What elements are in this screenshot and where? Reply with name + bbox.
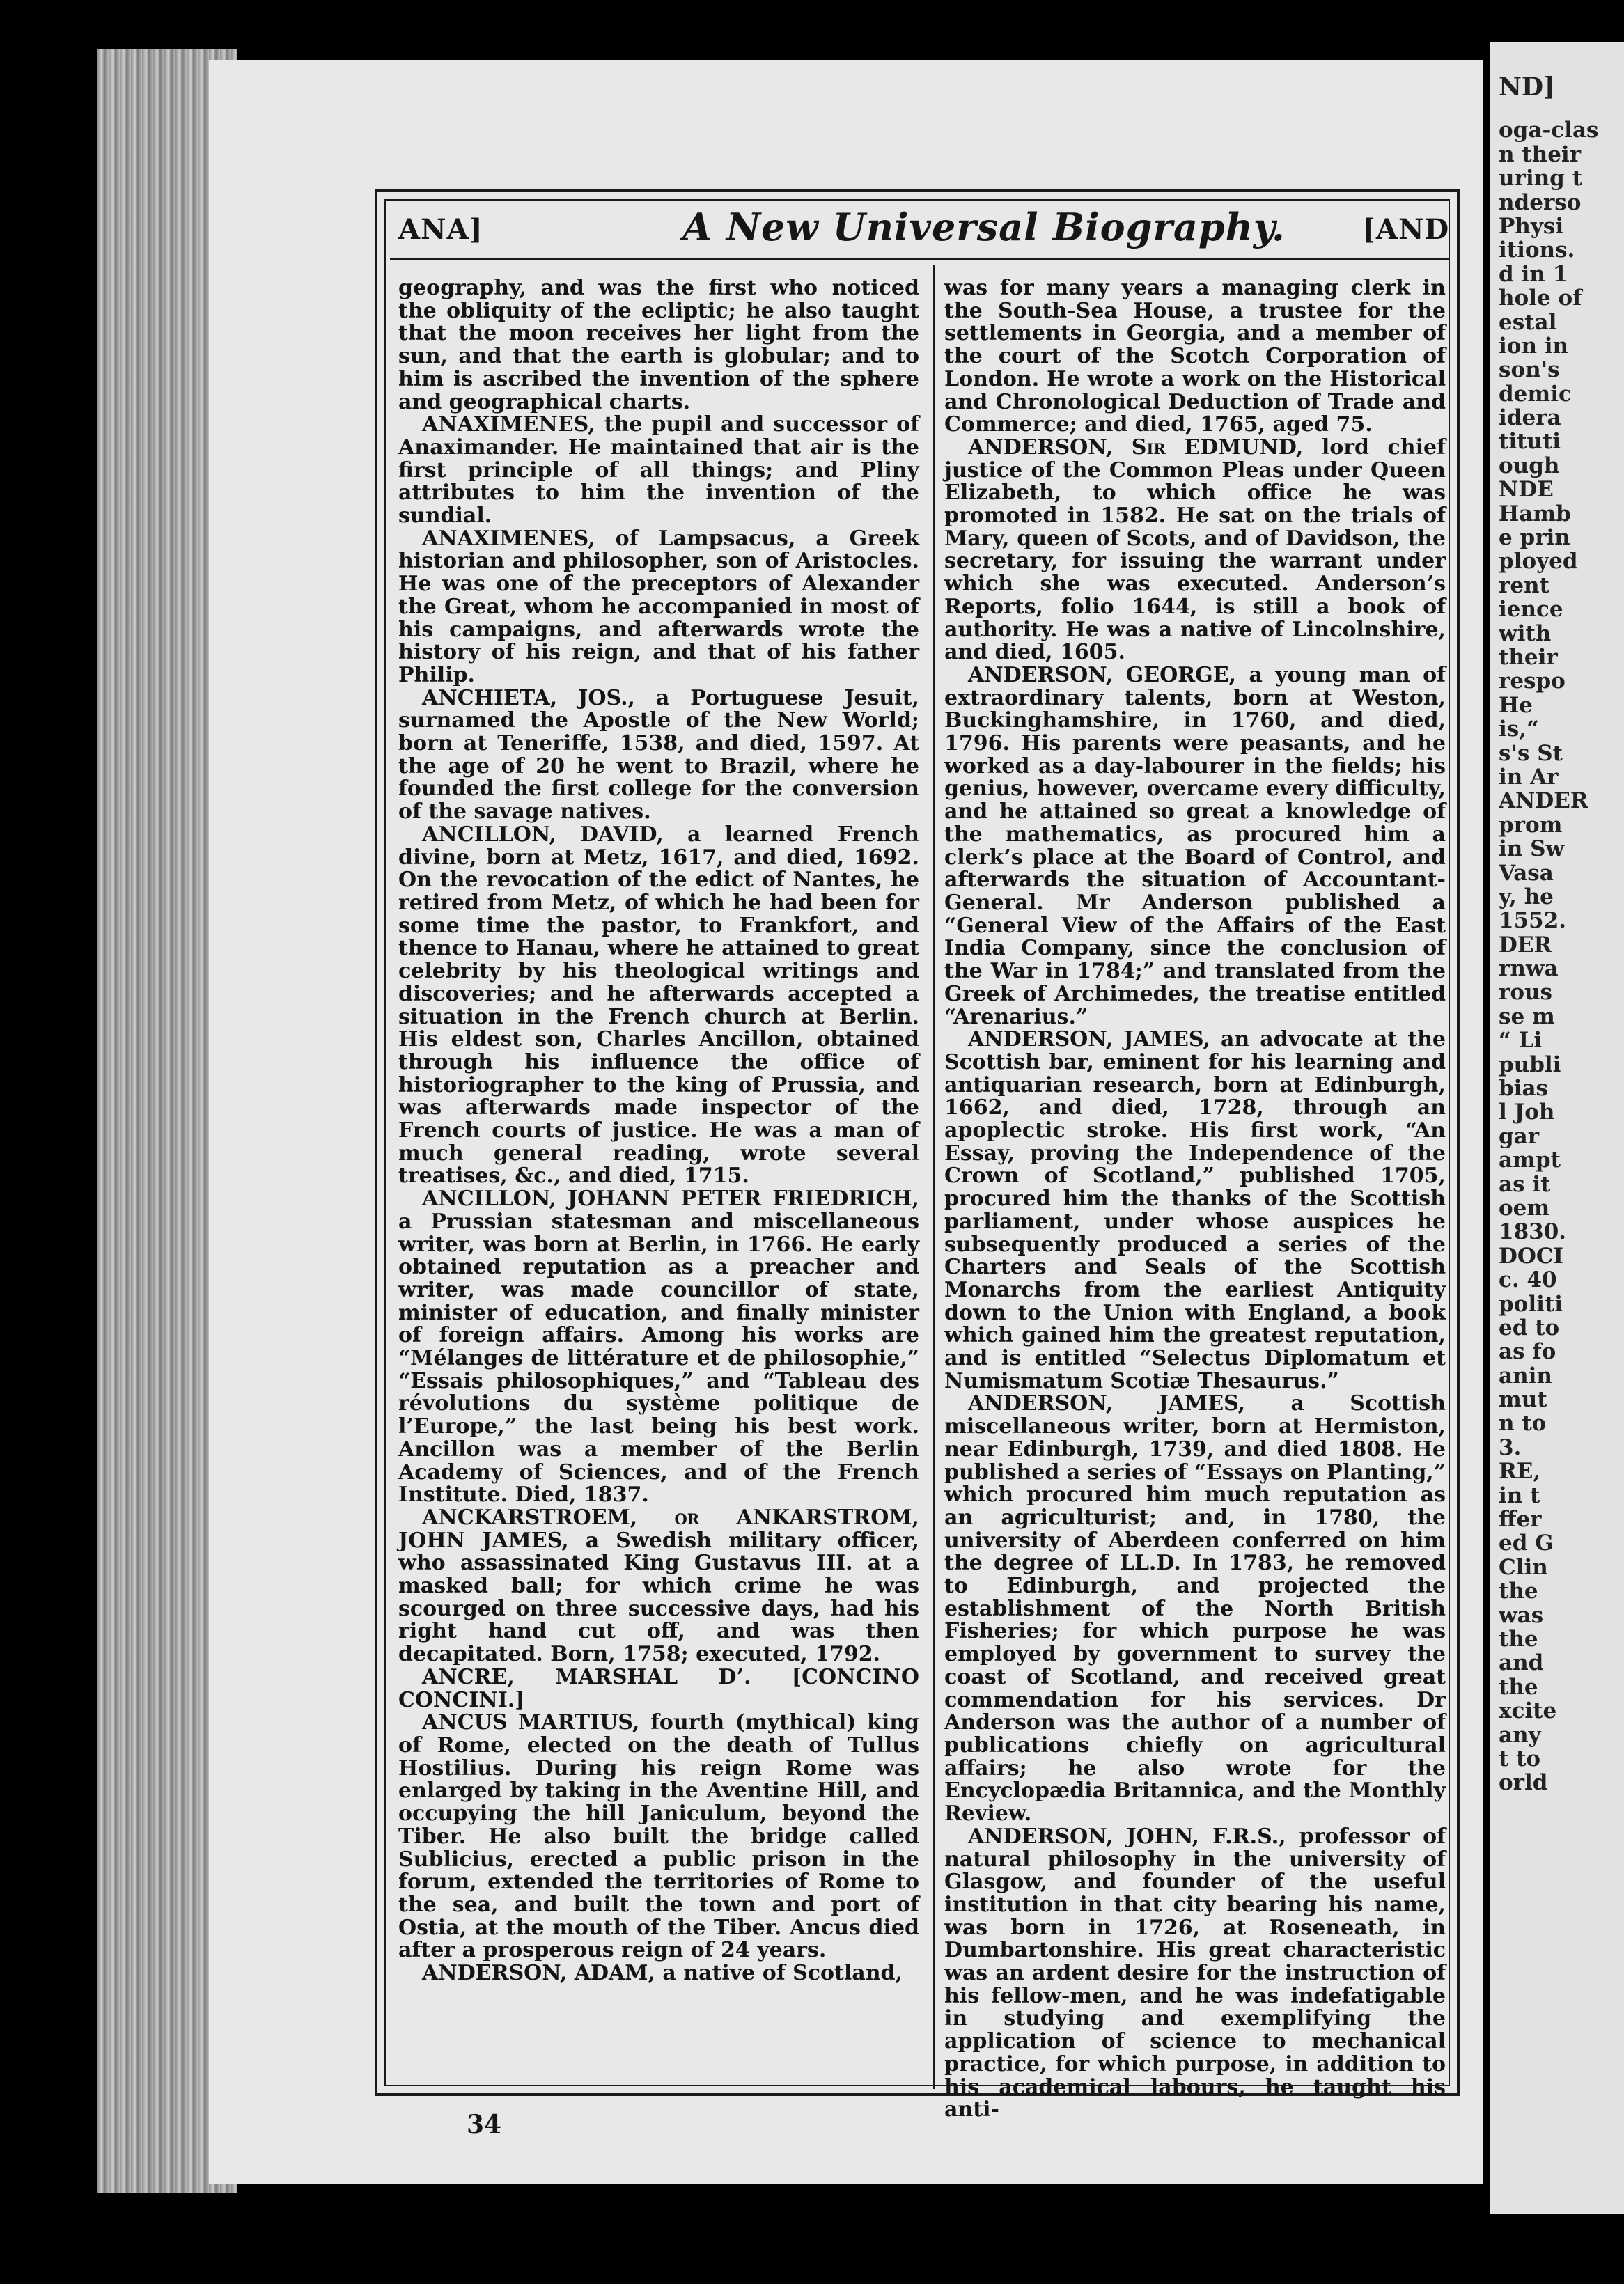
adjacent-page-line: t to — [1499, 1746, 1541, 1771]
adjacent-page-line: 1552. — [1499, 909, 1567, 933]
entry-text: [CONCINO CONCINI.] — [398, 1664, 919, 1712]
adjacent-page-fragment — [1490, 42, 1624, 2214]
adjacent-page-line: 1830. — [1499, 1220, 1567, 1244]
adjacent-page-line: as fo — [1499, 1340, 1556, 1364]
entry-continuation — [944, 277, 1446, 437]
adjacent-page-line: y, he — [1499, 884, 1554, 909]
adjacent-page-line: se m — [1499, 1004, 1555, 1029]
adjacent-page-line: NDE — [1499, 478, 1554, 502]
adjacent-page-line: oem — [1499, 1196, 1550, 1221]
entry-name: ANDERSON, ADAM, — [422, 1961, 655, 1986]
adjacent-page-line: rent — [1499, 573, 1549, 598]
entry-name: ANCILLON, JOHANN PETER FRIEDRICH, — [422, 1187, 919, 1212]
adjacent-page-line: in t — [1499, 1483, 1540, 1508]
adjacent-page-line: the — [1499, 1675, 1538, 1700]
adjacent-page-line: l Joh — [1499, 1100, 1555, 1125]
adjacent-page-line: DOCI — [1499, 1244, 1564, 1269]
adjacent-page-line: mut — [1499, 1388, 1547, 1412]
adjacent-page-line: rous — [1499, 980, 1553, 1005]
adjacent-page-line: ough — [1499, 453, 1560, 478]
adjacent-page-line: n to — [1499, 1411, 1547, 1436]
entry-continuation — [398, 277, 919, 414]
adjacent-page-line: ffer — [1499, 1508, 1542, 1532]
adjacent-page-line: with — [1499, 621, 1552, 646]
adjacent-page-line: Vasa — [1499, 861, 1554, 885]
adjacent-page-header: ND] — [1499, 75, 1556, 100]
adjacent-page-line: the — [1499, 1627, 1538, 1652]
entry-text: a Scottish miscellaneous writer, born at Hermiston, near Edinburgh, 1739, and died 1808. He published a series of “Essays on Planting,” which procured him much reputation as an agriculturist; and, in 1780, the university of Aberdeen conferred on him the degree of LL.D. In 1783, he removed to Edinburgh, and projected the establishment of the North British Fisheries; for which purpose he was employed by government to survey the coast of Scotland, and received great commendation for his services. Dr Anderson was the author of a number of publications chiefly on agricultural affairs; he also wrote for the Encyclopædia Britannica, and the Monthly Review. — [944, 1391, 1446, 1827]
page-number: 34 — [467, 2110, 502, 2139]
adjacent-page-line: ed G — [1499, 1531, 1554, 1556]
biography-entry — [398, 1712, 919, 1962]
entry-text: lord chief justice of the Common Pleas under Queen Elizabeth, to which office he was promoted in 1582. He sat on the trials of Mary, queen of Scots, and of Davidson, the secretary, for issuing the warrant under which she was executed. Anderson’s Reports, folio 1644, is still a book of authority. He was a native of Lincolnshire, and died, 1605. — [944, 435, 1446, 665]
adjacent-page-line: idera — [1499, 406, 1561, 430]
entry-name: ANAXIMENES, — [422, 412, 595, 437]
running-head-right: [AND — [1362, 213, 1450, 246]
adjacent-page-line: respo — [1499, 669, 1566, 694]
biography-entry — [944, 1826, 1446, 2122]
biography-entry — [398, 1666, 919, 1712]
entry-text: professor of natural philosophy in the university of Glasgow, and founder of the useful institution in that city bearing his name, was born in 1726, at Roseneath, in Dumbartonshire. His great characteristic was an ardent desire for the instruction of his fellow-men, and he was indefatigable in studying and exemplifying the application of science to mechanical practice, for which purpose, in addition to his academical labours, he taught his anti- — [944, 1824, 1446, 2122]
adjacent-page-line: itions. — [1499, 238, 1575, 263]
running-head-title: A New Universal Biography. — [682, 205, 1286, 249]
adjacent-page-line: nderso — [1499, 190, 1582, 214]
adjacent-page-line: ployed — [1499, 549, 1578, 574]
adjacent-page-line: any — [1499, 1723, 1541, 1747]
adjacent-page-line: c. 40 — [1499, 1268, 1557, 1292]
adjacent-page-line: oga-clas — [1499, 118, 1599, 143]
adjacent-page-line: s's St — [1499, 741, 1563, 765]
entry-name: ANDERSON, JAMES, — [968, 1027, 1210, 1052]
running-head-left: ANA] — [398, 213, 483, 246]
adjacent-page-line: gar — [1499, 1124, 1540, 1149]
entry-text: an advocate at the Scottish bar, eminent for his learning and antiquarian research, born at Edinburgh, 1662, and died, 1728, through an apoplectic stroke. His first work, “An Essay, proving the Independence of the Crown of Scotland,” published 1705, procured him the thanks of the Scottish parliament, under whose auspices he subsequently produced a series of the Charters and Seals of the Scottish Monarchs from the earliest Antiquity down to the Union with England, a book which gained him the greatest reputation, and is entitled “Selectus Diplomatum et Numismatum Scotiæ Thesaurus.” — [944, 1027, 1446, 1393]
entry-name: ANDERSON, JOHN, F.R.S., — [968, 1824, 1286, 1849]
adjacent-page-line: ed to — [1499, 1315, 1560, 1340]
entry-text: geography, and was the first who noticed the obliquity of the ecliptic; he also taught that the moon receives her light from the sun, and that the earth is globular; and to him is ascribed the invention of the sphere and geographical charts. — [398, 276, 919, 414]
entry-text: fourth (mythical) king of Rome, elected on the death of Tullus Hostilius. During his reign Rome was enlarged by taking in the Aventine Hill, and occupying the hill Janiculum, beyond the Tiber. He also built the bridge called Sublicius, erected a public prison in the forum, extended the territories of Rome to the sea, and built the town and port of Ostia, at the mouth of the Tiber. Ancus died after a prosperous reign of 24 years. — [398, 1710, 919, 1963]
entry-text: was for many years a managing clerk in the South-Sea House, a trustee for the settlements in Georgia, and a member of the court of the Scotch Corporation of London. He wrote a work on the Historical and Chronological Deduction of Trade and Commerce; and died, 1765, aged 75. — [944, 276, 1446, 437]
entry-text: a Swedish military officer, who assassinated King Gustavus III. at a masked ball; for which crime he was scourged on three successive days, had his right hand cut off, and was then decapitated. Born, 1758; executed, 1792. — [398, 1528, 919, 1667]
adjacent-page-line: was — [1499, 1603, 1544, 1627]
adjacent-page-line: Clin — [1499, 1555, 1548, 1580]
column-divider — [933, 265, 935, 2089]
adjacent-page-line: publi — [1499, 1052, 1561, 1077]
biography-entry — [398, 414, 919, 528]
biography-entry — [398, 1188, 919, 1507]
adjacent-page-line: He — [1499, 693, 1533, 718]
adjacent-page-line: and — [1499, 1651, 1544, 1675]
entry-text: a native of Scotland, — [655, 1961, 903, 1986]
biography-entry — [398, 824, 919, 1188]
entry-name: ANAXIMENES, — [422, 526, 595, 551]
adjacent-page-line: is,“ — [1499, 717, 1539, 742]
adjacent-page-line: 3. — [1499, 1435, 1522, 1460]
adjacent-page-line: the — [1499, 1579, 1538, 1604]
entry-text: the pupil and successor of Anaximander. He maintained that air is the first principle of all things; and Pliny attributes to him the invention of the sundial. — [398, 412, 919, 529]
entry-name: ANDERSON, Sir EDMUND, — [968, 435, 1304, 460]
adjacent-page-line: their — [1499, 645, 1558, 670]
adjacent-page-line: orld — [1499, 1771, 1548, 1795]
adjacent-page-line: DER — [1499, 932, 1552, 957]
adjacent-page-line: anin — [1499, 1363, 1552, 1389]
header-rule — [390, 258, 1449, 260]
adjacent-page-line: Physi — [1499, 214, 1564, 239]
biography-entry — [944, 1393, 1446, 1825]
adjacent-page-line: e prin — [1499, 526, 1570, 550]
adjacent-page-line: politi — [1499, 1292, 1563, 1316]
adjacent-page-line: ampt — [1499, 1148, 1561, 1173]
text-column-left — [398, 277, 919, 1985]
entry-text: a young man of extraordinary talents, born at Weston, Buckinghamshire, in 1760, and died, 1796. His parents were peasants, and he worked as a day-labourer in the fields; his genius, however, overcame every difficulty, and he attained so great a knowledge of the mathematics, as procured him a clerk’s place at the Board of Control, and afterwards the situation of Accountant-General. Mr Anderson published a “General View of the Affairs of the East India Company, since the conclusion of the War in 1784;” and translated from the Greek of Archimedes, the treatise entitled “Arenarius.” — [944, 662, 1446, 1029]
entry-name: ANCKARSTROEM, or ANKARSTROM, JOHN JAMES, — [398, 1505, 919, 1553]
adjacent-page-line: as it — [1499, 1172, 1551, 1196]
entry-text: a Portuguese Jesuit, surnamed the Apostle of the New World; born at Teneriffe, 1538, and died, 1597. At the age of 20 he went to Brazil, where he founded the first college for the conversion of the savage natives. — [398, 685, 920, 824]
biography-entry — [398, 1962, 919, 1985]
adjacent-page-line: “ Li — [1499, 1028, 1543, 1053]
adjacent-page-line: estal — [1499, 310, 1557, 334]
entry-text: a learned French divine, born at Metz, 1617, and died, 1692. On the revocation of the edict of Nantes, he retired from Metz, of which he had been for some time the pastor, to Frankfort, and thence to Hanau, where he attained to great celebrity by his theological writings and discoveries; and he afterwards accepted a situation in the French church at Berlin. His eldest son, Charles Ancillon, obtained through his influence the office of historiographer to the king of Prussia, and was afterwards made inspector of the French courts of justice. He was a man of much general reading, wrote several treatises, &c., and died, 1715. — [398, 822, 919, 1189]
adjacent-page-line: demic — [1499, 382, 1572, 407]
entry-name: ANCUS MARTIUS, — [422, 1710, 640, 1735]
adjacent-page-line: bias — [1499, 1077, 1548, 1101]
entry-name: ANDERSON, JAMES, — [968, 1391, 1246, 1416]
adjacent-page-line: in Sw — [1499, 837, 1565, 861]
adjacent-page-text — [1499, 75, 1624, 1795]
entry-name: ANDERSON, GEORGE, — [968, 662, 1237, 687]
adjacent-page-line: n their — [1499, 142, 1582, 167]
biography-entry — [944, 664, 1446, 1028]
adjacent-page-line: RE, — [1499, 1460, 1541, 1484]
entry-name: ANCILLON, DAVID, — [422, 822, 664, 847]
text-column-right — [944, 277, 1446, 2122]
entry-text: of Lampsacus, a Greek historian and philosopher, son of Aristocles. He was one of the preceptors of Alexander the Great, whom he accompanied in most of his campaigns, and afterwards wrote the history of his reign, and that of his father Philip. — [398, 526, 919, 687]
entry-name: ANCHIETA, JOS., — [422, 685, 635, 710]
entry-name: ANCRE, MARSHAL D’. — [422, 1664, 751, 1689]
adjacent-page-line: ANDER — [1499, 789, 1588, 813]
adjacent-page-line: in Ar — [1499, 765, 1559, 790]
adjacent-page-line: Hamb — [1499, 501, 1571, 526]
biography-entry — [398, 687, 919, 824]
adjacent-page-line: son's — [1499, 358, 1560, 382]
adjacent-page-line: ience — [1499, 597, 1563, 622]
biography-entry — [944, 1028, 1446, 1393]
biography-entry — [944, 437, 1446, 664]
entry-text: a Prussian statesman and miscellaneous writer, was born at Berlin, in 1766. He early obtained reputation as a preacher and writer, was made councillor of state, minister of education, and finally minister of foreign affairs. Among his works are “Mélanges de littérature et de philosophie,” “Essais philosophiques,” and “Tableau des révolutions du système politique de l’Europe,” the last being his best work. Ancillon was a member of the Berlin Academy of Sciences, and of the French Institute. Died, 1837. — [398, 1209, 919, 1508]
adjacent-page-line: tituti — [1499, 430, 1561, 454]
adjacent-page-line: prom — [1499, 813, 1563, 838]
adjacent-page-line: xcite — [1499, 1699, 1557, 1723]
adjacent-page-line: ion in — [1499, 334, 1569, 359]
adjacent-page-line: d in 1 — [1499, 262, 1568, 287]
adjacent-page-line: uring t — [1499, 166, 1582, 191]
biography-entry — [398, 1507, 919, 1666]
biography-entry — [398, 528, 919, 687]
adjacent-page-line: rnwa — [1499, 957, 1559, 981]
adjacent-page-line: hole of — [1499, 286, 1582, 311]
